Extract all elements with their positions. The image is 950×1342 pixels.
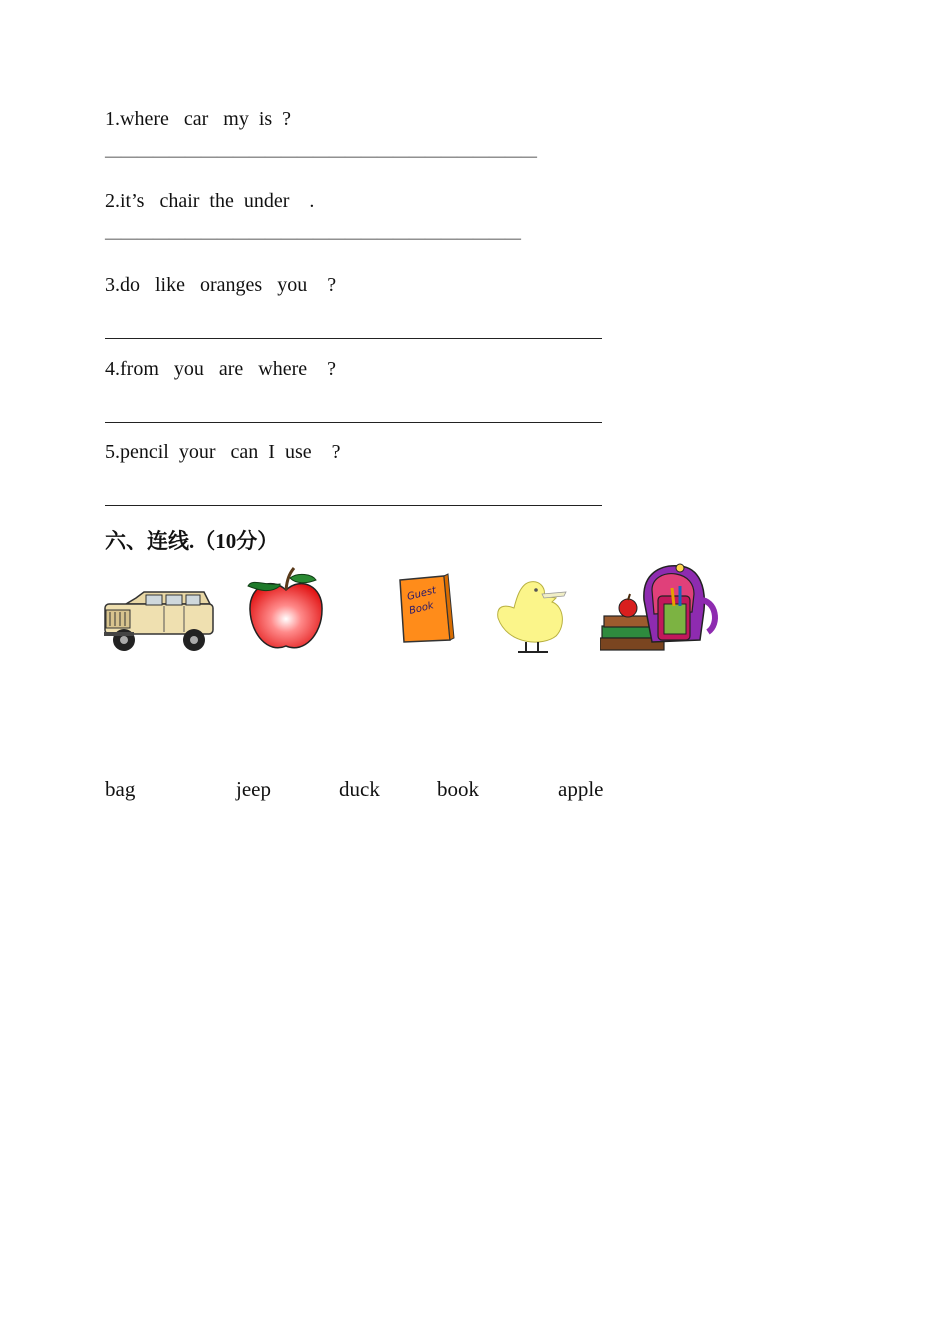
word-duck: duck — [339, 777, 380, 801]
answer-line-4[interactable] — [105, 422, 602, 423]
answer-line-5[interactable] — [105, 505, 602, 506]
section-heading: 六、连线.（10分） — [105, 529, 279, 553]
jeep-icon — [104, 560, 216, 654]
book-cover-text-2: Book — [408, 600, 435, 617]
book-cover-text-1: Guest — [406, 585, 438, 603]
book-icon — [394, 560, 456, 654]
apple-icon — [246, 560, 326, 654]
word-jeep: jeep — [236, 777, 271, 801]
answer-line-3[interactable] — [105, 338, 602, 339]
question-3: 3.do like oranges you ? — [105, 274, 337, 296]
answer-line-1[interactable]: ——————————————————————————— — [105, 148, 537, 165]
school-bag-icon — [600, 560, 720, 654]
duck-icon — [494, 560, 572, 654]
question-5: 5.pencil your can I use ? — [105, 441, 341, 463]
answer-line-2[interactable]: —————————————————————————— — [105, 230, 521, 247]
question-1: 1.where car my is ? — [105, 108, 292, 130]
word-bag: bag — [105, 777, 136, 801]
question-2: 2.it’s chair the under . — [105, 190, 315, 212]
question-4: 4.from you are where ? — [105, 358, 337, 380]
word-apple: apple — [558, 777, 604, 801]
word-book: book — [437, 777, 479, 801]
